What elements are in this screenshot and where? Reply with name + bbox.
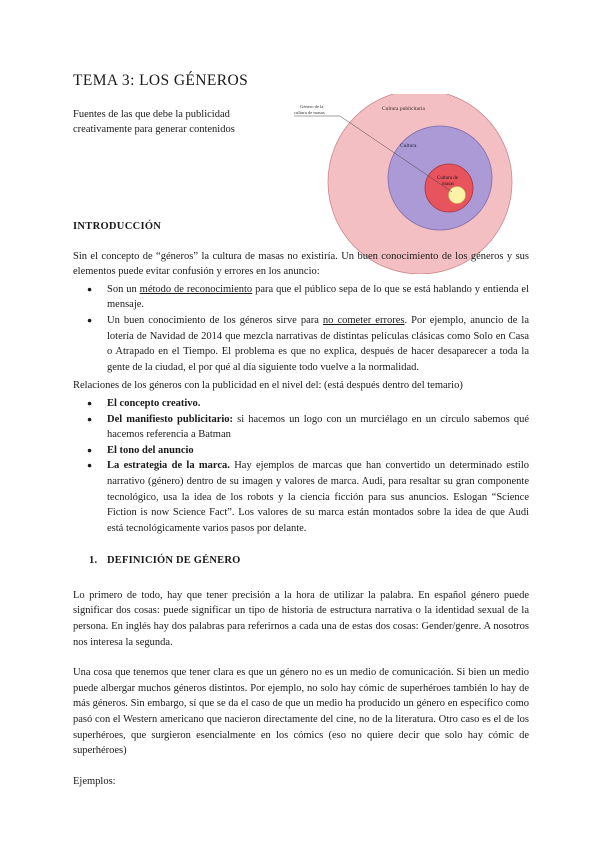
underlined-text: no cometer errores: [322, 314, 405, 326]
outer-circle-label: Cultura publicitaria: [382, 106, 425, 112]
inner-circle: [425, 164, 473, 212]
inner-circle-label: Cultura de: [437, 176, 458, 181]
underlined-text: método de reconocimiento: [139, 283, 253, 295]
section-number: 1.: [89, 555, 98, 567]
list-item: ● La estrategia de la marca. Hay ejemplos de marcas que han convertido un determinado estilo narrativo (género) dentro de su imagen y valores de marca. Audi, para resaltar su gran componente tecnológico, usa la idea de los robots y la ciencia ficción para sus anuncios. Eslogan “Science Fiction is now Science Fact”. Los valores de su marca están montados sobre la idea de que Audi está tecnológicamente varios pasos por delante.: [107, 458, 529, 536]
core-circle: [449, 187, 466, 204]
middle-circle-label: Cultura: [400, 143, 417, 149]
list-item: ● Un buen conocimiento de los géneros sirve para no cometer errores. Por ejemplo, anuncio de la lotería de Navidad de 2014 que mezcla narrativas de distintas películas clásicas como Solo en Casa o Atrapado en el Tiempo. El problema es que no explica, después de hacer desaparecer a toda la gente de la ciudad, el por qué al día siguiente todo vuelve a la normalidad.: [107, 313, 529, 375]
inner-circle-label-2: masas: [442, 182, 455, 187]
section-title: DEFINICIÓN DE GÉNERO: [107, 555, 241, 567]
document-body: [73, 219, 529, 790]
section-paragraph-1: Lo primero de todo, hay que tener precisión a la hora de utilizar la palabra. En español género puede significar dos cosas: puede significar un tipo de historia de estructura narrativa o la identidad sexual de la persona. En inglés hay dos palabras para referirnos a cada una de estas dos cosas: Gender/genre. A nosotros nos interesa la segunda.: [73, 589, 529, 648]
intro-paragraph-1: Sin el concepto de “géneros” la cultura de masas no existiría. Un buen conocimiento de los géneros y sus elementos puede evitar confusión y errores en los anuncio:: [73, 250, 529, 278]
intro-paragraph-2: Relaciones de los géneros con la publicidad en el nivel del: (está después dentro del temario): [73, 380, 463, 392]
section-heading: [73, 553, 529, 569]
section-paragraph-3: Ejemplos:: [73, 775, 116, 787]
list-item: ● El concepto creativo.: [107, 396, 529, 412]
intro-heading: INTRODUCCIÓN: [73, 221, 162, 232]
intro-bullet-list: [73, 282, 529, 376]
callout-label: Género de la: [300, 104, 324, 109]
callout-label-2: cultura de masas: [294, 110, 325, 115]
list-item: ● El tono del anuncio: [107, 443, 529, 459]
section-paragraph-2: Una cosa que tenemos que tener clara es que un género no es un medio de comunicación. Si bien un medio puede albergar muchos géneros distintos. Por ejemplo, no solo hay cómic de superhéroes también lo hay de más géneros. Sin embargo, sí que se da el caso de que un medio ha producido un género en específico como pasó con el Western americano que nacieron directamente del cine, no de la literatura. Otro caso es el de los superhéroes, que surgieron esencialmente en los cómics (eso no quiere decir que solo hay cómic de superhéroes): [73, 667, 529, 757]
list-item: ● Son un método de reconocimiento para que el público sepa de lo que se está hablando y entienda el mensaje.: [107, 282, 529, 313]
list-item: ● Del manifiesto publicitario: si hacemos un logo con un murciélago en un círculo sabemos qué hacemos referencia a Batman: [107, 412, 529, 443]
relations-bullet-list: [73, 396, 529, 536]
page-title: TEMA 3: LOS GÉNEROS: [73, 72, 249, 89]
diagram-caption: Fuentes de las que debe la publicidad creativamente para generar contenidos: [73, 109, 235, 135]
